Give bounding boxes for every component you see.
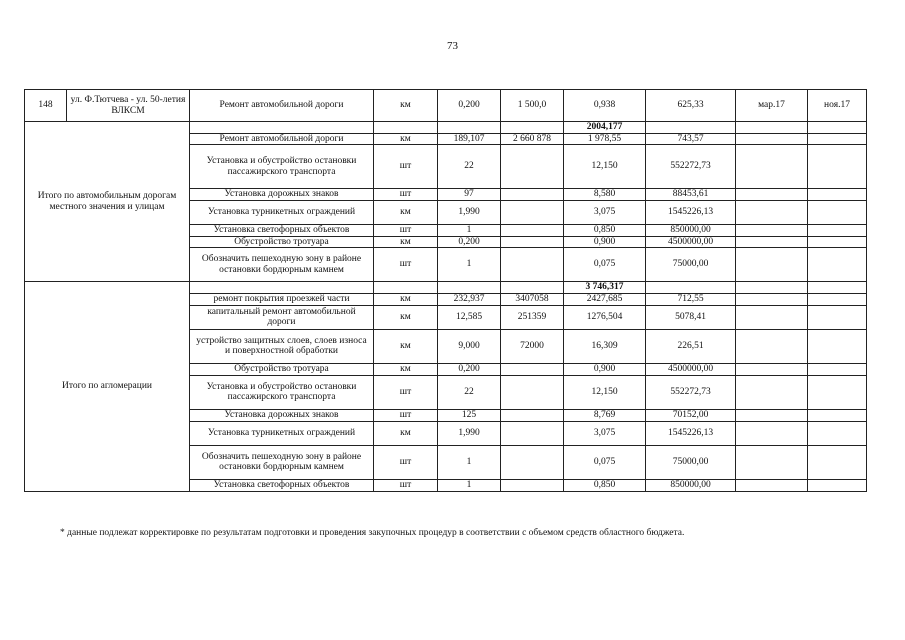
value-3: 0,850 <box>564 224 646 236</box>
value-3: 0,938 <box>564 90 646 122</box>
end-month-empty <box>808 479 867 491</box>
work-name: Установка дорожных знаков <box>190 409 374 421</box>
unit: шт <box>374 224 438 236</box>
value-4: 75000,00 <box>646 248 736 282</box>
value-2-empty <box>501 122 564 134</box>
value-4: 88453,61 <box>646 189 736 201</box>
roads-table <box>24 89 867 492</box>
value-4: 1545226,13 <box>646 421 736 445</box>
start-month-empty <box>736 421 808 445</box>
value-1: 12,585 <box>438 305 501 329</box>
unit: км <box>374 236 438 248</box>
value-1: 125 <box>438 409 501 421</box>
value-1: 1,990 <box>438 421 501 445</box>
work-name: Ремонт автомобильной дороги <box>190 133 374 145</box>
work-name: Установка и обустройство остановки пассажирского транспорта <box>190 375 374 409</box>
end-month-empty <box>808 200 867 224</box>
work-name: устройство защитных слоев, слоев износа и поверхностной обработки <box>190 329 374 363</box>
start-month-empty <box>736 200 808 224</box>
end-month-empty <box>808 189 867 201</box>
group-title: Итого по агломерации <box>25 282 190 492</box>
work-empty <box>190 122 374 134</box>
value-4: 1545226,13 <box>646 200 736 224</box>
value-4: 75000,00 <box>646 445 736 479</box>
unit: шт <box>374 375 438 409</box>
value-1: 22 <box>438 145 501 189</box>
value-3: 0,900 <box>564 363 646 375</box>
value-2 <box>501 189 564 201</box>
value-1: 1,990 <box>438 200 501 224</box>
group-total: 2004,177 <box>564 122 646 134</box>
value-4-empty <box>646 122 736 134</box>
value-4: 712,55 <box>646 293 736 305</box>
work-name: Ремонт автомобильной дороги <box>190 90 374 122</box>
unit: км <box>374 421 438 445</box>
end-month-empty <box>808 445 867 479</box>
value-4: 850000,00 <box>646 479 736 491</box>
end-month-empty <box>808 363 867 375</box>
value-3: 3,075 <box>564 421 646 445</box>
value-3: 8,580 <box>564 189 646 201</box>
table-row-total <box>25 282 867 294</box>
value-2 <box>501 445 564 479</box>
value-2 <box>501 375 564 409</box>
page-number: 73 <box>447 40 458 52</box>
unit: км <box>374 133 438 145</box>
value-4: 70152,00 <box>646 409 736 421</box>
value-3: 1 978,55 <box>564 133 646 145</box>
work-empty <box>190 282 374 294</box>
end-month-empty <box>808 133 867 145</box>
start-month-empty <box>736 445 808 479</box>
value-1-empty <box>438 122 501 134</box>
start-month-empty <box>736 145 808 189</box>
end-month-empty <box>808 145 867 189</box>
work-name: Установка турникетных ограждений <box>190 200 374 224</box>
start-month-empty <box>736 329 808 363</box>
value-2 <box>501 248 564 282</box>
start-month-empty <box>736 236 808 248</box>
unit: шт <box>374 248 438 282</box>
value-2 <box>501 479 564 491</box>
end-month-empty <box>808 375 867 409</box>
unit: шт <box>374 445 438 479</box>
work-name: Установка светофорных объектов <box>190 224 374 236</box>
end-month: ноя.17 <box>808 90 867 122</box>
value-1-empty <box>438 282 501 294</box>
start-month-empty <box>736 305 808 329</box>
work-name: Обозначить пешеходную зону в районе остановки бордюрным камнем <box>190 445 374 479</box>
street-name: ул. Ф.Тютчева - ул. 50-летия ВЛКСМ <box>67 90 190 122</box>
value-4-empty <box>646 282 736 294</box>
end-month-empty <box>808 421 867 445</box>
unit: шт <box>374 409 438 421</box>
work-name: Обустройство тротуара <box>190 363 374 375</box>
work-name: капитальный ремонт автомобильной дороги <box>190 305 374 329</box>
end-month-empty <box>808 329 867 363</box>
value-2 <box>501 409 564 421</box>
value-2-empty <box>501 282 564 294</box>
unit: км <box>374 200 438 224</box>
value-3: 2427,685 <box>564 293 646 305</box>
value-1: 0,200 <box>438 363 501 375</box>
value-2: 72000 <box>501 329 564 363</box>
value-2: 251359 <box>501 305 564 329</box>
value-2 <box>501 236 564 248</box>
value-1: 1 <box>438 445 501 479</box>
value-2 <box>501 145 564 189</box>
start-month-empty <box>736 122 808 134</box>
value-3: 0,075 <box>564 445 646 479</box>
value-3: 1276,504 <box>564 305 646 329</box>
start-month: мар.17 <box>736 90 808 122</box>
value-4: 625,33 <box>646 90 736 122</box>
row-number: 148 <box>25 90 67 122</box>
value-1: 1 <box>438 248 501 282</box>
group-total: 3 746,317 <box>564 282 646 294</box>
end-month-empty <box>808 282 867 294</box>
start-month-empty <box>736 375 808 409</box>
value-1: 1 <box>438 224 501 236</box>
work-name: Обустройство тротуара <box>190 236 374 248</box>
work-name: Установка светофорных объектов <box>190 479 374 491</box>
value-4: 5078,41 <box>646 305 736 329</box>
unit-empty <box>374 282 438 294</box>
value-3: 0,900 <box>564 236 646 248</box>
end-month-empty <box>808 305 867 329</box>
value-4: 4500000,00 <box>646 236 736 248</box>
unit: шт <box>374 145 438 189</box>
start-month-empty <box>736 224 808 236</box>
value-1: 0,200 <box>438 90 501 122</box>
value-2 <box>501 363 564 375</box>
footnote: * данные подлежат корректировке по результатам подготовки и проведения закупочных процедур в соответствии с объемом средств областного бюджета. <box>60 528 685 538</box>
value-4: 226,51 <box>646 329 736 363</box>
unit: км <box>374 329 438 363</box>
value-3: 0,850 <box>564 479 646 491</box>
unit: шт <box>374 189 438 201</box>
unit-empty <box>374 122 438 134</box>
start-month-empty <box>736 293 808 305</box>
value-1: 1 <box>438 479 501 491</box>
unit: км <box>374 305 438 329</box>
table-row-148 <box>25 90 867 122</box>
value-3: 0,075 <box>564 248 646 282</box>
value-2 <box>501 421 564 445</box>
value-3: 12,150 <box>564 145 646 189</box>
value-2: 3407058 <box>501 293 564 305</box>
value-3: 12,150 <box>564 375 646 409</box>
work-name: Установка турникетных ограждений <box>190 421 374 445</box>
start-month-empty <box>736 409 808 421</box>
value-4: 850000,00 <box>646 224 736 236</box>
end-month-empty <box>808 293 867 305</box>
unit: км <box>374 363 438 375</box>
end-month-empty <box>808 236 867 248</box>
value-3: 16,309 <box>564 329 646 363</box>
value-4: 552272,73 <box>646 145 736 189</box>
start-month-empty <box>736 133 808 145</box>
work-name: ремонт покрытия проезжей части <box>190 293 374 305</box>
work-name: Установка и обустройство остановки пассажирского транспорта <box>190 145 374 189</box>
value-3: 3,075 <box>564 200 646 224</box>
value-1: 22 <box>438 375 501 409</box>
value-2: 1 500,0 <box>501 90 564 122</box>
value-1: 97 <box>438 189 501 201</box>
value-2 <box>501 200 564 224</box>
work-name: Обозначить пешеходную зону в районе остановки бордюрным камнем <box>190 248 374 282</box>
value-1: 189,107 <box>438 133 501 145</box>
value-2 <box>501 224 564 236</box>
end-month-empty <box>808 122 867 134</box>
end-month-empty <box>808 409 867 421</box>
group-title: Итого по автомобильным дорогам местного значения и улицам <box>25 122 190 282</box>
value-4: 4500000,00 <box>646 363 736 375</box>
end-month-empty <box>808 224 867 236</box>
start-month-empty <box>736 189 808 201</box>
value-3: 8,769 <box>564 409 646 421</box>
start-month-empty <box>736 363 808 375</box>
unit: км <box>374 293 438 305</box>
value-4: 743,57 <box>646 133 736 145</box>
value-4: 552272,73 <box>646 375 736 409</box>
value-2: 2 660 878 <box>501 133 564 145</box>
work-name: Установка дорожных знаков <box>190 189 374 201</box>
table-row-total <box>25 122 867 134</box>
value-1: 9,000 <box>438 329 501 363</box>
unit: шт <box>374 479 438 491</box>
start-month-empty <box>736 282 808 294</box>
start-month-empty <box>736 479 808 491</box>
start-month-empty <box>736 248 808 282</box>
value-1: 0,200 <box>438 236 501 248</box>
value-1: 232,937 <box>438 293 501 305</box>
unit: км <box>374 90 438 122</box>
end-month-empty <box>808 248 867 282</box>
